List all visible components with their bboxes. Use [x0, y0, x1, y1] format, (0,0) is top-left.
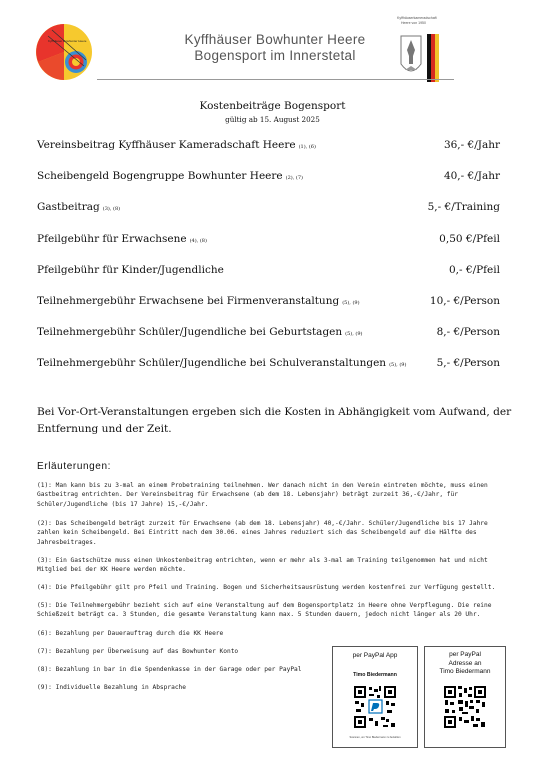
- explanation-note: (6): Bezahlung per Dauerauftrag durch die KK Heere: [37, 630, 224, 637]
- explanation-note: (7): Bezahlung per Überweisung auf das Bowhunter Konto: [37, 648, 239, 655]
- fee-price: 40,- €/Jahr: [443, 170, 500, 182]
- fee-row: [37, 201, 500, 215]
- header-title: [150, 32, 400, 64]
- fee-row: [37, 326, 500, 340]
- fee-price: 0,50 €/Pfeil: [439, 233, 500, 245]
- explanation-note: (8): Bezahlung in bar in die Spendenkasse in der Garage oder per PayPal: [37, 666, 302, 673]
- fee-label: Pfeilgebühr für Erwachsene (4), (8): [37, 233, 207, 245]
- fee-reference: (5), (9): [342, 300, 360, 306]
- fee-reference: (2), (7): [285, 175, 303, 181]
- explanation-note: (5): Die Teilnehmergebühr bezieht sich auf eine Veranstaltung auf dem Bogensportplatz in Heere ohne Verpflegung. Die reine Schießzeit beträgt ca. 3 Stunden, die gesamte Veranstaltung kann max. 5 Stunden dauern, jedoch nicht länger als 20 Uhr.: [37, 602, 492, 619]
- kameradschaft-founded: Heere von 1950: [401, 21, 426, 25]
- header-title-line-1: Kyffhäuser Bowhunter Heere: [184, 32, 366, 47]
- fee-reference: (3), (8): [102, 206, 121, 212]
- fee-label: Gastbeitrag (3), (8): [37, 201, 121, 213]
- fee-reference: (4), (8): [189, 238, 207, 244]
- fee-label: Teilnehmergebühr Erwachsene bei Firmenveranstaltung (5), (9): [37, 295, 360, 307]
- paypal-address-qr-card: [424, 646, 506, 748]
- fee-price: 5,- €/Person: [436, 357, 500, 369]
- document-subtitle: gültig ab 15. August 2025: [225, 115, 320, 124]
- fee-label: Teilnehmergebühr Schüler/Jugendliche bei Geburtstagen (5), (9): [37, 326, 363, 338]
- fee-price: 5,- €/Training: [427, 201, 500, 213]
- paypal-address-caption: per PayPal Adresse an Timo Biedermann: [439, 651, 491, 675]
- kameradschaft-logo: [395, 18, 443, 80]
- fee-price: 36,- €/Jahr: [443, 139, 500, 151]
- fee-label: Pfeilgebühr für Kinder/Jugendliche: [37, 264, 224, 276]
- fee-row: [37, 233, 500, 247]
- fee-row: [37, 139, 500, 153]
- paypal-app-recipient: Timo Biedermann: [353, 671, 397, 678]
- header-divider: [97, 79, 454, 80]
- explanations-heading: Erläuterungen:: [37, 461, 112, 472]
- fee-label: Vereinsbeitrag Kyffhäuser Kameradschaft Heere (1), (6): [37, 139, 316, 151]
- fee-label: Scheibengeld Bogengruppe Bowhunter Heere (2), (7): [37, 170, 303, 182]
- fee-row: [37, 357, 500, 371]
- fee-reference: (5), (9): [345, 331, 363, 337]
- paypal-app-caption: per PayPal App: [352, 652, 398, 659]
- explanation-note: (9): Individuelle Bezahlung in Absprache: [37, 684, 187, 691]
- fee-price: 0,- €/Pfeil: [448, 264, 500, 276]
- header-title-line-2: Bogensport im Innerstetal: [194, 48, 356, 63]
- fee-row: [37, 170, 500, 184]
- paypal-app-footer: Scannen, um Timo Biedermann zu bezahlen: [349, 736, 401, 739]
- explanation-note: (3): Ein Gastschütze muss einen Unkostenbeitrag entrichten, wenn er mehr als 3-mal am Training teilgenommen hat und nicht Mitglied bei der KK Heere werden möchte.: [37, 557, 488, 574]
- fee-label: Teilnehmergebühr Schüler/Jugendliche bei Schulveranstaltungen (5), (9): [37, 357, 407, 369]
- explanation-note: (2): Das Scheibengeld beträgt zurzeit für Erwachsene (ab dem 18. Lebensjahr) 40,-€/Jahr. Schüler/Jugendliche bis 17 Jahre zahlen kein Scheibengeld. Bei Eintritt nach dem 30.06. eines Jahres reduziert sich das Scheibengeld auf die Hälfte des Jahresbeitrages.: [37, 520, 488, 546]
- cost-notice: Bei Vor-Ort-Veranstaltungen ergeben sich die Kosten in Abhängigkeit vom Aufwand, der Entfernung und der Zeit.: [37, 406, 512, 435]
- bowhunter-logo-text: Kyffhäuser Bowhunter Heere: [48, 39, 87, 43]
- kameradschaft-name: Kyffhäuserkameradschaft: [397, 16, 437, 20]
- bowhunter-logo: [34, 22, 94, 82]
- fee-row: [37, 264, 500, 278]
- fee-price: 8,- €/Person: [436, 326, 500, 338]
- document-title: Kostenbeiträge Bogensport: [199, 100, 346, 112]
- fee-reference: (5), (9): [389, 362, 407, 368]
- fee-row: [37, 295, 500, 309]
- explanation-note: (4): Die Pfeilgebühr gilt pro Pfeil und Training. Bogen und Sicherheitsausrüstung werden kostenfrei zur Verfügung gestellt.: [37, 584, 496, 591]
- paypal-app-qr-code[interactable]: [353, 685, 397, 729]
- fee-price: 10,- €/Person: [429, 295, 500, 307]
- explanation-note: (1): Man kann bis zu 3-mal an einem Probetraining teilnehmen. Wer danach nicht in den Verein eintreten möchte, muss einen Gastbeitrag entrichten. Der Vereinsbeitrag für Erwachsene (ab dem 18. Lebensjahr) beträgt zurzeit 36,-€/Jahr, für Schüler/Jugendliche (bis 17 Jahre) 15,-€/Jahr.: [37, 482, 488, 508]
- paypal-app-qr-card: [332, 646, 418, 748]
- crest-icon: [395, 26, 443, 82]
- fee-reference: (1), (6): [298, 144, 316, 150]
- paypal-address-qr-code[interactable]: [443, 685, 487, 729]
